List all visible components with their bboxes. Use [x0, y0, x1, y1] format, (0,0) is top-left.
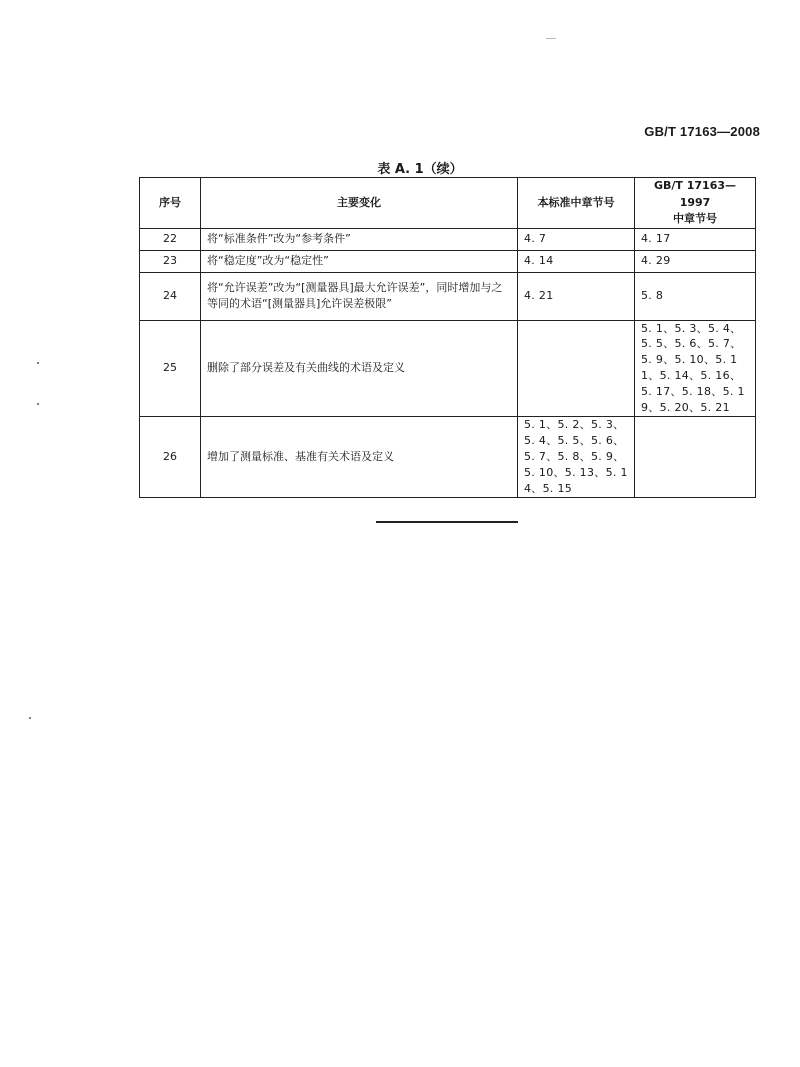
row-old-ref	[635, 417, 756, 498]
table-row	[140, 228, 756, 250]
row-old-ref: 4. 17	[635, 228, 756, 250]
row-this-ref-text: 5. 1、5. 2、5. 3、5. 4、5. 5、5. 6、5. 7、5. 8、5. 9、5. 10、5. 13、5. 14、5. 15	[524, 418, 628, 495]
table-row	[140, 250, 756, 272]
column-header-change: 主要变化	[201, 178, 518, 229]
end-of-table-rule	[376, 521, 518, 523]
scan-speck	[37, 403, 39, 405]
row-change: 将“标准条件”改为“参考条件”	[201, 228, 518, 250]
row-change: 增加了测量标准、基准有关术语及定义	[201, 417, 518, 498]
row-num: 24	[140, 272, 201, 320]
row-this-ref	[518, 417, 635, 498]
revision-table	[139, 177, 756, 498]
row-num: 22	[140, 228, 201, 250]
row-this-ref: 4. 21	[518, 272, 635, 320]
row-this-ref	[518, 320, 635, 417]
scan-speck	[546, 38, 556, 39]
row-this-ref: 4. 14	[518, 250, 635, 272]
column-header-this-standard: 本标准中章节号	[518, 178, 635, 229]
column-header-num: 序号	[140, 178, 201, 229]
row-change: 将“稳定度”改为“稳定性”	[201, 250, 518, 272]
row-old-ref-text: 5. 1、5. 3、5. 4、5. 5、5. 6、5. 7、5. 9、5. 10、5. 11、5. 14、5. 16、5. 17、5. 18、5. 19、5. 20、5. 21	[641, 321, 745, 415]
column-header-old-standard	[635, 178, 756, 229]
row-num: 23	[140, 250, 201, 272]
row-this-ref: 4. 7	[518, 228, 635, 250]
table-row	[140, 272, 756, 320]
row-old-ref: 4. 29	[635, 250, 756, 272]
row-num: 26	[140, 417, 201, 498]
row-old-ref	[635, 320, 756, 417]
row-old-ref: 5. 8	[635, 272, 756, 320]
column-header-old-standard-line1: GB/T 17163—1997	[653, 179, 737, 209]
scan-speck	[37, 362, 39, 364]
table-header-row	[140, 178, 756, 229]
table-title: 表 A. 1（续）	[377, 162, 463, 177]
table-row	[140, 417, 756, 498]
scan-speck	[29, 717, 31, 719]
table-row	[140, 320, 756, 417]
row-num: 25	[140, 320, 201, 417]
row-change: 删除了部分误差及有关曲线的术语及定义	[201, 320, 518, 417]
row-change: 将“允许误差”改为“[测量器具]最大允许误差”，同时增加与之等同的术语“[测量器具]允许误差极限”	[201, 272, 518, 320]
column-header-old-standard-line2: 中章节号	[673, 212, 717, 225]
document-code: GB/T 17163—2008	[644, 124, 760, 139]
